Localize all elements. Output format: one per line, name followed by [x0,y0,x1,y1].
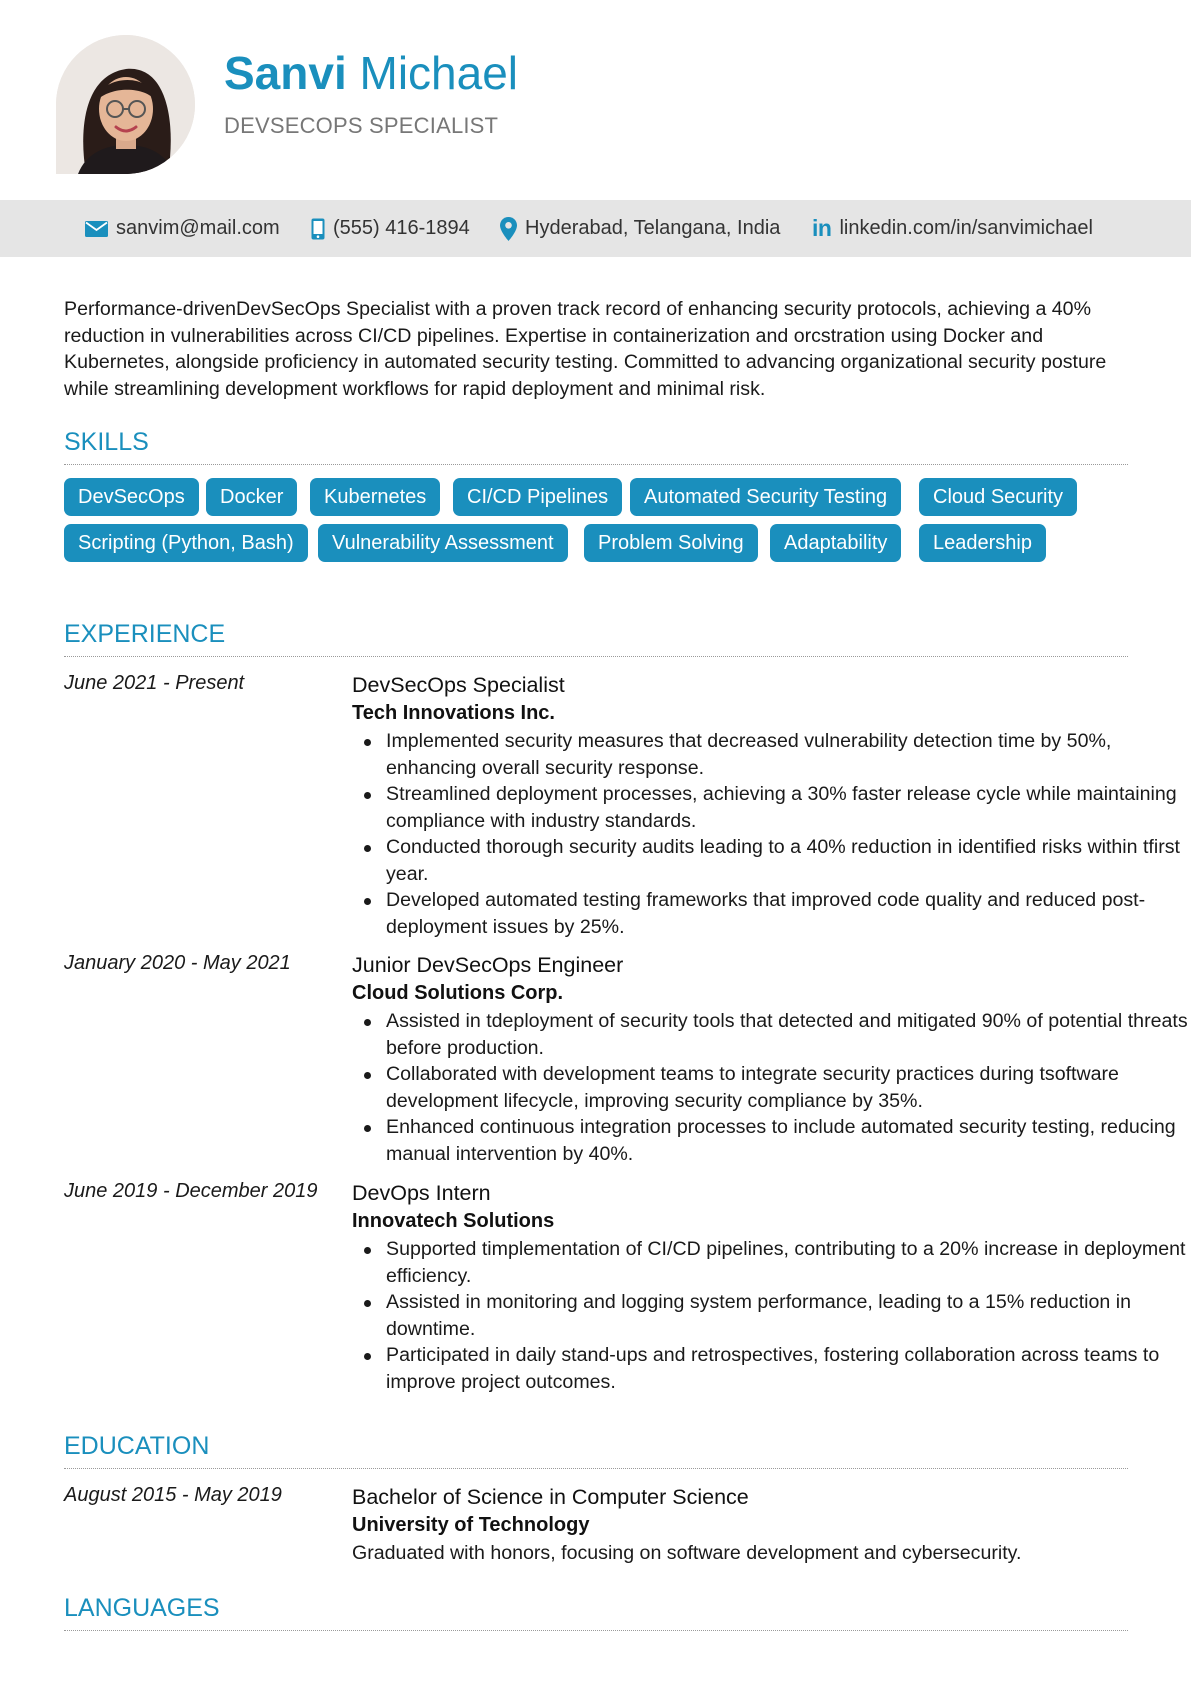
last-name: Michael [359,47,519,99]
list-item: Supported timplementation of CI/CD pipelines, contributing to a 20% increase in deployment efficiency. [352,1236,1191,1289]
map-pin-icon [500,217,517,241]
experience-company: Tech Innovations Inc. [352,702,555,724]
education-school: University of Technology [352,1514,590,1536]
professional-summary: Performance-drivenDevSecOps Specialist with a proven track record of enhancing security protocols, achieving a 40% reduction in vulnerabilities across CI/CD pipelines. Expertise in containerization and orcstration using Docker and Kubernetes, alongside proficiency in automated security testing. Committed to advancing organizational security posture while streamlining development workflows for rapid deployment and minimal risk. [64,298,1107,400]
profile-photo [56,35,195,174]
skill-chip: Scripting (Python, Bash) [64,524,308,562]
skill-chip: CI/CD Pipelines [453,478,622,516]
list-item: Assisted in monitoring and logging system performance, leading to a 15% reduction in downtime. [352,1289,1191,1342]
experience-role: Junior DevSecOps Engineer [352,953,624,977]
location-text: Hyderabad, Telangana, India [525,217,781,239]
linkedin-text: linkedin.com/in/sanvimichael [839,217,1093,239]
skill-chip: Kubernetes [310,478,440,516]
section-title-education: EDUCATION [64,1434,1128,1469]
job-title: DEVSECOPS SPECIALIST [224,113,499,138]
list-item: Assisted in tdeployment of security tools that detected and mitigated 90% of potential threats before production. [352,1008,1191,1061]
first-name: Sanvi [224,47,347,99]
education-dates: August 2015 - May 2019 [64,1484,282,1506]
skill-chip: Problem Solving [584,524,758,562]
education-details [352,1484,1191,1567]
section-title-skills: SKILLS [64,430,1128,465]
experience-dates: June 2021 - Present [64,672,245,694]
experience-details [352,952,1191,1167]
contact-email[interactable] [85,200,280,257]
contact-linkedin[interactable] [812,200,1093,257]
experience-bullets [352,1236,1191,1395]
list-item: Collaborated with development teams to integrate security practices during tsoftware development lifecycle, improving security compliance by 35%. [352,1061,1191,1114]
experience-role: DevSecOps Specialist [352,673,565,697]
resume-header [0,0,1191,200]
section-title-languages: LANGUAGES [64,1596,1128,1631]
list-item: Participated in daily stand-ups and retrospectives, fostering collaboration across teams to improve project outcomes. [352,1342,1191,1395]
email-text: sanvim@mail.com [116,217,280,239]
experience-details [352,672,1191,940]
experience-dates: January 2020 - May 2021 [64,952,291,974]
education-description: Graduated with honors, focusing on software development and cybersecurity. [352,1542,1022,1564]
skill-chip: Automated Security Testing [630,478,901,516]
experience-company: Cloud Solutions Corp. [352,982,564,1004]
experience-company: Innovatech Solutions [352,1210,555,1232]
phone-text: (555) 416-1894 [333,217,470,239]
list-item: Enhanced continuous integration processes to include automated security testing, reducing manual intervention by 40%. [352,1114,1191,1167]
list-item: Implemented security measures that decreased vulnerability detection time by 50%, enhancing overall security response. [352,728,1191,781]
list-item: Conducted thorough security audits leading to a 40% reduction in identified risks within tfirst year. [352,834,1191,887]
linkedin-icon: in [812,215,832,241]
full-name [224,47,519,99]
skill-chip: Adaptability [770,524,901,562]
contact-bar [0,200,1191,257]
list-item: Developed automated testing frameworks that improved code quality and reduced post-deployment issues by 25%. [352,887,1191,940]
section-title-experience: EXPERIENCE [64,622,1128,657]
list-item: Streamlined deployment processes, achieving a 30% faster release cycle while maintaining compliance with industry standards. [352,781,1191,834]
experience-dates: June 2019 - December 2019 [64,1180,318,1202]
skill-chip: Leadership [919,524,1046,562]
experience-details [352,1180,1191,1395]
phone-icon [311,218,325,240]
skill-chip: Vulnerability Assessment [318,524,568,562]
experience-role: DevOps Intern [352,1181,491,1205]
skill-chip: Docker [206,478,297,516]
envelope-icon [85,221,108,237]
skill-chip: Cloud Security [919,478,1077,516]
education-degree: Bachelor of Science in Computer Science [352,1485,749,1509]
skill-chip: DevSecOps [64,478,199,516]
experience-bullets [352,728,1191,940]
portrait-illustration [56,35,195,174]
experience-bullets [352,1008,1191,1167]
contact-phone[interactable] [311,200,470,257]
contact-location [500,200,780,257]
